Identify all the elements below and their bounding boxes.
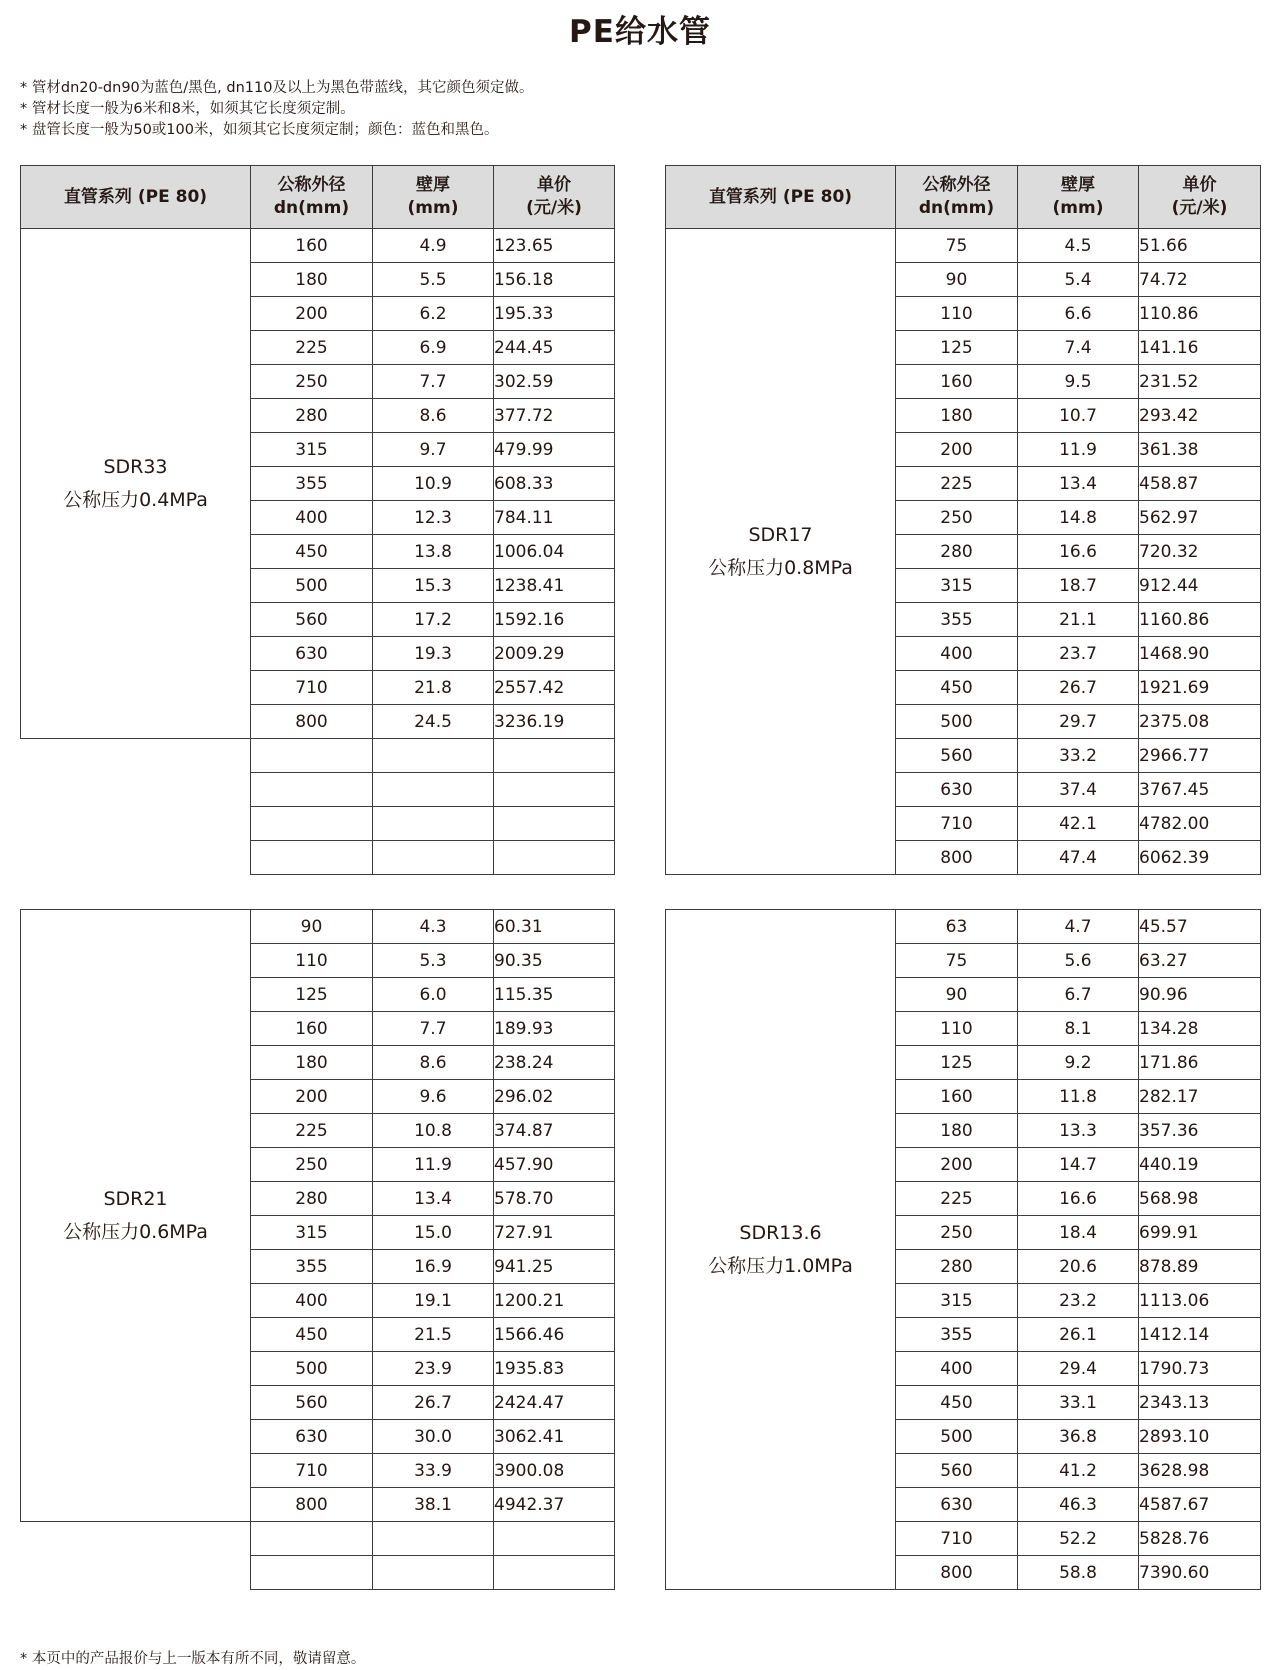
table-row — [21, 910, 615, 944]
wall-cell: 6.9 — [373, 331, 494, 365]
dn-header-text: dn(mm) — [918, 198, 995, 218]
dn-cell: 180 — [251, 263, 373, 297]
wall-cell: 11.9 — [373, 1148, 494, 1182]
price-cell: 244.45 — [494, 331, 615, 365]
dn-cell: 160 — [896, 1080, 1018, 1114]
price-cell: 7390.60 — [1139, 1556, 1261, 1590]
price-header-text: (元/米) — [526, 198, 582, 218]
dn-cell: 125 — [896, 331, 1018, 365]
price-cell — [494, 807, 615, 841]
dn-cell: 110 — [251, 944, 373, 978]
dn-cell: 250 — [251, 1148, 373, 1182]
price-header-text: 单价 — [1182, 175, 1217, 195]
price-cell: 1006.04 — [494, 535, 615, 569]
series-header-text: 直管系列 (PE 80) — [708, 186, 853, 207]
wall-cell: 8.6 — [373, 1046, 494, 1080]
dn-header-text: 公称外径 — [922, 175, 991, 195]
price-cell: 238.24 — [494, 1046, 615, 1080]
wall-cell: 26.7 — [1018, 671, 1139, 705]
wall-cell: 23.9 — [373, 1352, 494, 1386]
pressure-label: 公称压力1.0MPa — [708, 1254, 853, 1277]
wall-cell: 18.4 — [1018, 1216, 1139, 1250]
page-title: PE给水管 — [569, 14, 711, 50]
wall-cell: 36.8 — [1018, 1420, 1139, 1454]
wall-cell: 14.8 — [1018, 501, 1139, 535]
dn-cell: 315 — [251, 433, 373, 467]
dn-cell: 315 — [896, 1284, 1018, 1318]
table-row — [21, 739, 615, 773]
wall-cell: 5.3 — [373, 944, 494, 978]
table-row — [666, 910, 1261, 944]
price-cell: 3900.08 — [494, 1454, 615, 1488]
price-cell: 1412.14 — [1139, 1318, 1261, 1352]
sdr-label: SDR13.6 — [739, 1221, 822, 1244]
price-header — [1139, 166, 1261, 229]
price-cell — [494, 1522, 615, 1556]
wall-cell: 33.1 — [1018, 1386, 1139, 1420]
dn-cell: 400 — [251, 501, 373, 535]
dn-cell: 160 — [251, 229, 373, 263]
series-header — [21, 166, 251, 229]
price-cell: 878.89 — [1139, 1250, 1261, 1284]
dn-cell: 560 — [896, 1454, 1018, 1488]
table-row — [666, 229, 1261, 263]
dn-cell: 630 — [896, 773, 1018, 807]
wall-cell: 4.9 — [373, 229, 494, 263]
series-cell — [666, 910, 896, 1590]
wall-cell: 41.2 — [1018, 1454, 1139, 1488]
dn-cell: 800 — [251, 1488, 373, 1522]
wall-cell: 42.1 — [1018, 807, 1139, 841]
price-cell: 2557.42 — [494, 671, 615, 705]
price-cell: 60.31 — [494, 910, 615, 944]
price-cell: 457.90 — [494, 1148, 615, 1182]
price-cell — [494, 739, 615, 773]
wall-cell: 16.9 — [373, 1250, 494, 1284]
price-cell: 110.86 — [1139, 297, 1261, 331]
series-cell — [21, 229, 251, 739]
note-color: * 管材dn20-dn90为蓝色/黑色, dn110及以上为黑色带蓝线，其它颜色须定做。 — [20, 80, 534, 96]
dn-cell: 280 — [896, 1250, 1018, 1284]
wall-cell: 17.2 — [373, 603, 494, 637]
price-cell: 90.96 — [1139, 978, 1261, 1012]
dn-cell: 800 — [896, 841, 1018, 875]
dn-cell: 355 — [251, 1250, 373, 1284]
wall-cell: 16.6 — [1018, 535, 1139, 569]
wall-cell: 9.5 — [1018, 365, 1139, 399]
wall-cell: 33.2 — [1018, 739, 1139, 773]
dn-header — [251, 166, 373, 229]
dn-cell: 125 — [896, 1046, 1018, 1080]
price-cell: 195.33 — [494, 297, 615, 331]
wall-header-text: 壁厚 — [416, 175, 450, 195]
price-cell: 115.35 — [494, 978, 615, 1012]
dn-cell: 500 — [251, 569, 373, 603]
wall-cell: 33.9 — [373, 1454, 494, 1488]
dn-cell: 400 — [251, 1284, 373, 1318]
price-header-text: (元/米) — [1171, 198, 1228, 218]
dn-cell: 200 — [251, 297, 373, 331]
dn-cell — [251, 807, 373, 841]
wall-cell: 4.5 — [1018, 229, 1139, 263]
wall-cell: 9.6 — [373, 1080, 494, 1114]
price-cell: 1566.46 — [494, 1318, 615, 1352]
wall-cell: 13.4 — [1018, 467, 1139, 501]
wall-header-text: (mm) — [1052, 198, 1104, 218]
wall-cell: 23.7 — [1018, 637, 1139, 671]
footer-note: * 本页中的产品报价与上一版本有所不同，敬请留意。 — [20, 1651, 366, 1667]
wall-cell — [373, 1522, 494, 1556]
price-cell: 3767.45 — [1139, 773, 1261, 807]
wall-cell: 26.1 — [1018, 1318, 1139, 1352]
price-table-sdr17 — [665, 165, 1261, 875]
price-cell: 458.87 — [1139, 467, 1261, 501]
price-cell: 1200.21 — [494, 1284, 615, 1318]
wall-cell: 11.9 — [1018, 433, 1139, 467]
dn-cell: 110 — [896, 1012, 1018, 1046]
wall-cell: 23.2 — [1018, 1284, 1139, 1318]
dn-cell: 710 — [896, 807, 1018, 841]
wall-cell: 6.0 — [373, 978, 494, 1012]
dn-cell: 160 — [896, 365, 1018, 399]
dn-cell — [251, 773, 373, 807]
wall-cell: 13.4 — [373, 1182, 494, 1216]
price-cell: 123.65 — [494, 229, 615, 263]
wall-cell: 5.6 — [1018, 944, 1139, 978]
wall-cell: 10.8 — [373, 1114, 494, 1148]
price-cell: 296.02 — [494, 1080, 615, 1114]
dn-cell: 225 — [896, 1182, 1018, 1216]
dn-cell: 500 — [896, 1420, 1018, 1454]
price-cell: 51.66 — [1139, 229, 1261, 263]
wall-cell: 58.8 — [1018, 1556, 1139, 1590]
dn-cell: 630 — [251, 1420, 373, 1454]
dn-cell: 280 — [251, 1182, 373, 1216]
wall-cell: 12.3 — [373, 501, 494, 535]
price-cell: 74.72 — [1139, 263, 1261, 297]
wall-cell: 9.2 — [1018, 1046, 1139, 1080]
price-cell: 361.38 — [1139, 433, 1261, 467]
price-cell: 5828.76 — [1139, 1522, 1261, 1556]
price-cell: 1935.83 — [494, 1352, 615, 1386]
series-header — [666, 166, 896, 229]
dn-cell: 560 — [896, 739, 1018, 773]
pressure-label: 公称压力0.6MPa — [63, 1220, 208, 1243]
price-cell: 568.98 — [1139, 1182, 1261, 1216]
dn-cell: 180 — [896, 399, 1018, 433]
wall-cell: 47.4 — [1018, 841, 1139, 875]
wall-cell: 6.7 — [1018, 978, 1139, 1012]
price-cell: 90.35 — [494, 944, 615, 978]
dn-cell: 500 — [896, 705, 1018, 739]
price-cell: 141.16 — [1139, 331, 1261, 365]
dn-cell: 800 — [896, 1556, 1018, 1590]
price-cell: 784.11 — [494, 501, 615, 535]
wall-cell: 19.3 — [373, 637, 494, 671]
wall-cell: 30.0 — [373, 1420, 494, 1454]
dn-cell: 225 — [251, 1114, 373, 1148]
wall-cell — [373, 807, 494, 841]
price-cell: 1468.90 — [1139, 637, 1261, 671]
price-cell: 302.59 — [494, 365, 615, 399]
dn-cell: 710 — [251, 1454, 373, 1488]
dn-cell: 63 — [896, 910, 1018, 944]
dn-header — [896, 166, 1018, 229]
note-length: * 管材长度一般为6米和8米，如须其它长度须定制。 — [20, 101, 355, 117]
price-cell: 1790.73 — [1139, 1352, 1261, 1386]
wall-cell: 38.1 — [373, 1488, 494, 1522]
price-cell: 608.33 — [494, 467, 615, 501]
wall-cell: 26.7 — [373, 1386, 494, 1420]
table-header-row — [666, 166, 1261, 229]
price-cell: 6062.39 — [1139, 841, 1261, 875]
dn-cell: 225 — [251, 331, 373, 365]
price-cell: 374.87 — [494, 1114, 615, 1148]
pressure-label: 公称压力0.4MPa — [63, 488, 208, 511]
dn-cell: 450 — [896, 671, 1018, 705]
price-cell: 562.97 — [1139, 501, 1261, 535]
wall-cell: 21.1 — [1018, 603, 1139, 637]
dn-cell: 250 — [896, 501, 1018, 535]
wall-cell: 4.7 — [1018, 910, 1139, 944]
dn-cell: 250 — [251, 365, 373, 399]
price-cell: 63.27 — [1139, 944, 1261, 978]
dn-cell: 450 — [251, 1318, 373, 1352]
price-cell: 4942.37 — [494, 1488, 615, 1522]
empty-series-cell — [21, 739, 251, 875]
dn-cell: 180 — [251, 1046, 373, 1080]
sdr-label: SDR33 — [103, 455, 168, 478]
price-header — [494, 166, 615, 229]
dn-cell: 200 — [251, 1080, 373, 1114]
sdr-label: SDR17 — [748, 523, 813, 546]
wall-cell: 13.8 — [373, 535, 494, 569]
price-cell: 3236.19 — [494, 705, 615, 739]
dn-cell — [251, 739, 373, 773]
price-cell — [494, 773, 615, 807]
dn-cell: 500 — [251, 1352, 373, 1386]
dn-cell: 250 — [896, 1216, 1018, 1250]
wall-cell: 8.6 — [373, 399, 494, 433]
dn-cell — [251, 1522, 373, 1556]
dn-cell: 630 — [251, 637, 373, 671]
wall-cell: 15.0 — [373, 1216, 494, 1250]
wall-header-text: 壁厚 — [1061, 175, 1095, 195]
price-cell: 189.93 — [494, 1012, 615, 1046]
dn-cell: 90 — [896, 978, 1018, 1012]
wall-cell: 7.7 — [373, 365, 494, 399]
dn-cell: 280 — [896, 535, 1018, 569]
table-row — [21, 1522, 615, 1556]
wall-cell: 37.4 — [1018, 773, 1139, 807]
price-cell: 3062.41 — [494, 1420, 615, 1454]
dn-cell: 450 — [896, 1386, 1018, 1420]
dn-cell: 315 — [251, 1216, 373, 1250]
table-row — [21, 229, 615, 263]
dn-cell: 110 — [896, 297, 1018, 331]
wall-cell: 13.3 — [1018, 1114, 1139, 1148]
price-cell: 479.99 — [494, 433, 615, 467]
price-cell: 4782.00 — [1139, 807, 1261, 841]
price-cell: 2424.47 — [494, 1386, 615, 1420]
wall-cell: 16.6 — [1018, 1182, 1139, 1216]
dn-cell: 710 — [251, 671, 373, 705]
price-cell: 941.25 — [494, 1250, 615, 1284]
notes — [20, 78, 533, 141]
sdr-label: SDR21 — [103, 1187, 168, 1210]
price-cell: 1238.41 — [494, 569, 615, 603]
wall-cell: 14.7 — [1018, 1148, 1139, 1182]
dn-cell: 180 — [896, 1114, 1018, 1148]
price-cell: 45.57 — [1139, 910, 1261, 944]
wall-header — [373, 166, 494, 229]
wall-cell — [373, 841, 494, 875]
dn-header-text: 公称外径 — [277, 175, 346, 195]
dn-cell: 75 — [896, 229, 1018, 263]
dn-cell — [251, 841, 373, 875]
dn-cell: 710 — [896, 1522, 1018, 1556]
price-cell — [494, 1556, 615, 1590]
dn-cell: 450 — [251, 535, 373, 569]
wall-cell: 7.7 — [373, 1012, 494, 1046]
price-cell: 1160.86 — [1139, 603, 1261, 637]
dn-cell: 355 — [896, 603, 1018, 637]
wall-cell: 18.7 — [1018, 569, 1139, 603]
price-cell: 2009.29 — [494, 637, 615, 671]
price-table-sdr21 — [20, 909, 615, 1590]
dn-cell: 800 — [251, 705, 373, 739]
price-cell: 699.91 — [1139, 1216, 1261, 1250]
wall-cell: 46.3 — [1018, 1488, 1139, 1522]
pressure-label: 公称压力0.8MPa — [708, 556, 853, 579]
dn-cell: 90 — [896, 263, 1018, 297]
dn-header-text: dn(mm) — [273, 198, 350, 218]
wall-cell — [373, 739, 494, 773]
wall-cell — [373, 1556, 494, 1590]
wall-cell: 5.5 — [373, 263, 494, 297]
wall-cell: 24.5 — [373, 705, 494, 739]
price-cell: 720.32 — [1139, 535, 1261, 569]
dn-cell: 560 — [251, 603, 373, 637]
price-cell: 293.42 — [1139, 399, 1261, 433]
dn-cell — [251, 1556, 373, 1590]
dn-cell: 160 — [251, 1012, 373, 1046]
dn-cell: 200 — [896, 1148, 1018, 1182]
wall-cell: 6.6 — [1018, 297, 1139, 331]
wall-cell: 10.7 — [1018, 399, 1139, 433]
price-cell: 912.44 — [1139, 569, 1261, 603]
wall-cell: 10.9 — [373, 467, 494, 501]
wall-header — [1018, 166, 1139, 229]
price-table-sdr33 — [20, 165, 615, 875]
wall-cell: 52.2 — [1018, 1522, 1139, 1556]
price-cell: 282.17 — [1139, 1080, 1261, 1114]
wall-cell: 19.1 — [373, 1284, 494, 1318]
price-cell: 156.18 — [494, 263, 615, 297]
price-cell: 2966.77 — [1139, 739, 1261, 773]
wall-header-text: (mm) — [407, 198, 459, 218]
price-header-text: 单价 — [537, 175, 571, 195]
wall-cell: 20.6 — [1018, 1250, 1139, 1284]
price-cell: 1921.69 — [1139, 671, 1261, 705]
wall-cell: 21.8 — [373, 671, 494, 705]
wall-cell: 6.2 — [373, 297, 494, 331]
dn-cell: 630 — [896, 1488, 1018, 1522]
table-header-row — [21, 166, 615, 229]
price-cell: 1113.06 — [1139, 1284, 1261, 1318]
price-cell: 440.19 — [1139, 1148, 1261, 1182]
price-cell: 3628.98 — [1139, 1454, 1261, 1488]
dn-cell: 75 — [896, 944, 1018, 978]
price-cell — [494, 841, 615, 875]
price-cell: 171.86 — [1139, 1046, 1261, 1080]
dn-cell: 90 — [251, 910, 373, 944]
series-cell — [666, 229, 896, 875]
wall-cell: 15.3 — [373, 569, 494, 603]
dn-cell: 225 — [896, 467, 1018, 501]
dn-cell: 315 — [896, 569, 1018, 603]
dn-cell: 400 — [896, 637, 1018, 671]
dn-cell: 400 — [896, 1352, 1018, 1386]
dn-cell: 280 — [251, 399, 373, 433]
price-cell: 727.91 — [494, 1216, 615, 1250]
series-cell — [21, 910, 251, 1522]
wall-cell: 21.5 — [373, 1318, 494, 1352]
price-table-sdr13-6 — [665, 909, 1261, 1590]
wall-cell: 11.8 — [1018, 1080, 1139, 1114]
price-cell: 578.70 — [494, 1182, 615, 1216]
wall-cell: 5.4 — [1018, 263, 1139, 297]
price-cell: 377.72 — [494, 399, 615, 433]
price-cell: 2375.08 — [1139, 705, 1261, 739]
dn-cell: 355 — [251, 467, 373, 501]
price-cell: 4587.67 — [1139, 1488, 1261, 1522]
empty-series-cell — [21, 1522, 251, 1590]
dn-cell: 355 — [896, 1318, 1018, 1352]
price-cell: 2343.13 — [1139, 1386, 1261, 1420]
price-cell: 231.52 — [1139, 365, 1261, 399]
price-cell: 1592.16 — [494, 603, 615, 637]
dn-cell: 200 — [896, 433, 1018, 467]
series-header-text: 直管系列 (PE 80) — [63, 186, 208, 207]
price-cell: 357.36 — [1139, 1114, 1261, 1148]
wall-cell — [373, 773, 494, 807]
note-coil: * 盘管长度一般为50或100米，如须其它长度须定制；颜色：蓝色和黑色。 — [20, 122, 499, 138]
price-cell: 2893.10 — [1139, 1420, 1261, 1454]
wall-cell: 9.7 — [373, 433, 494, 467]
dn-cell: 560 — [251, 1386, 373, 1420]
wall-cell: 29.4 — [1018, 1352, 1139, 1386]
price-cell: 134.28 — [1139, 1012, 1261, 1046]
wall-cell: 4.3 — [373, 910, 494, 944]
wall-cell: 29.7 — [1018, 705, 1139, 739]
dn-cell: 125 — [251, 978, 373, 1012]
wall-cell: 8.1 — [1018, 1012, 1139, 1046]
wall-cell: 7.4 — [1018, 331, 1139, 365]
